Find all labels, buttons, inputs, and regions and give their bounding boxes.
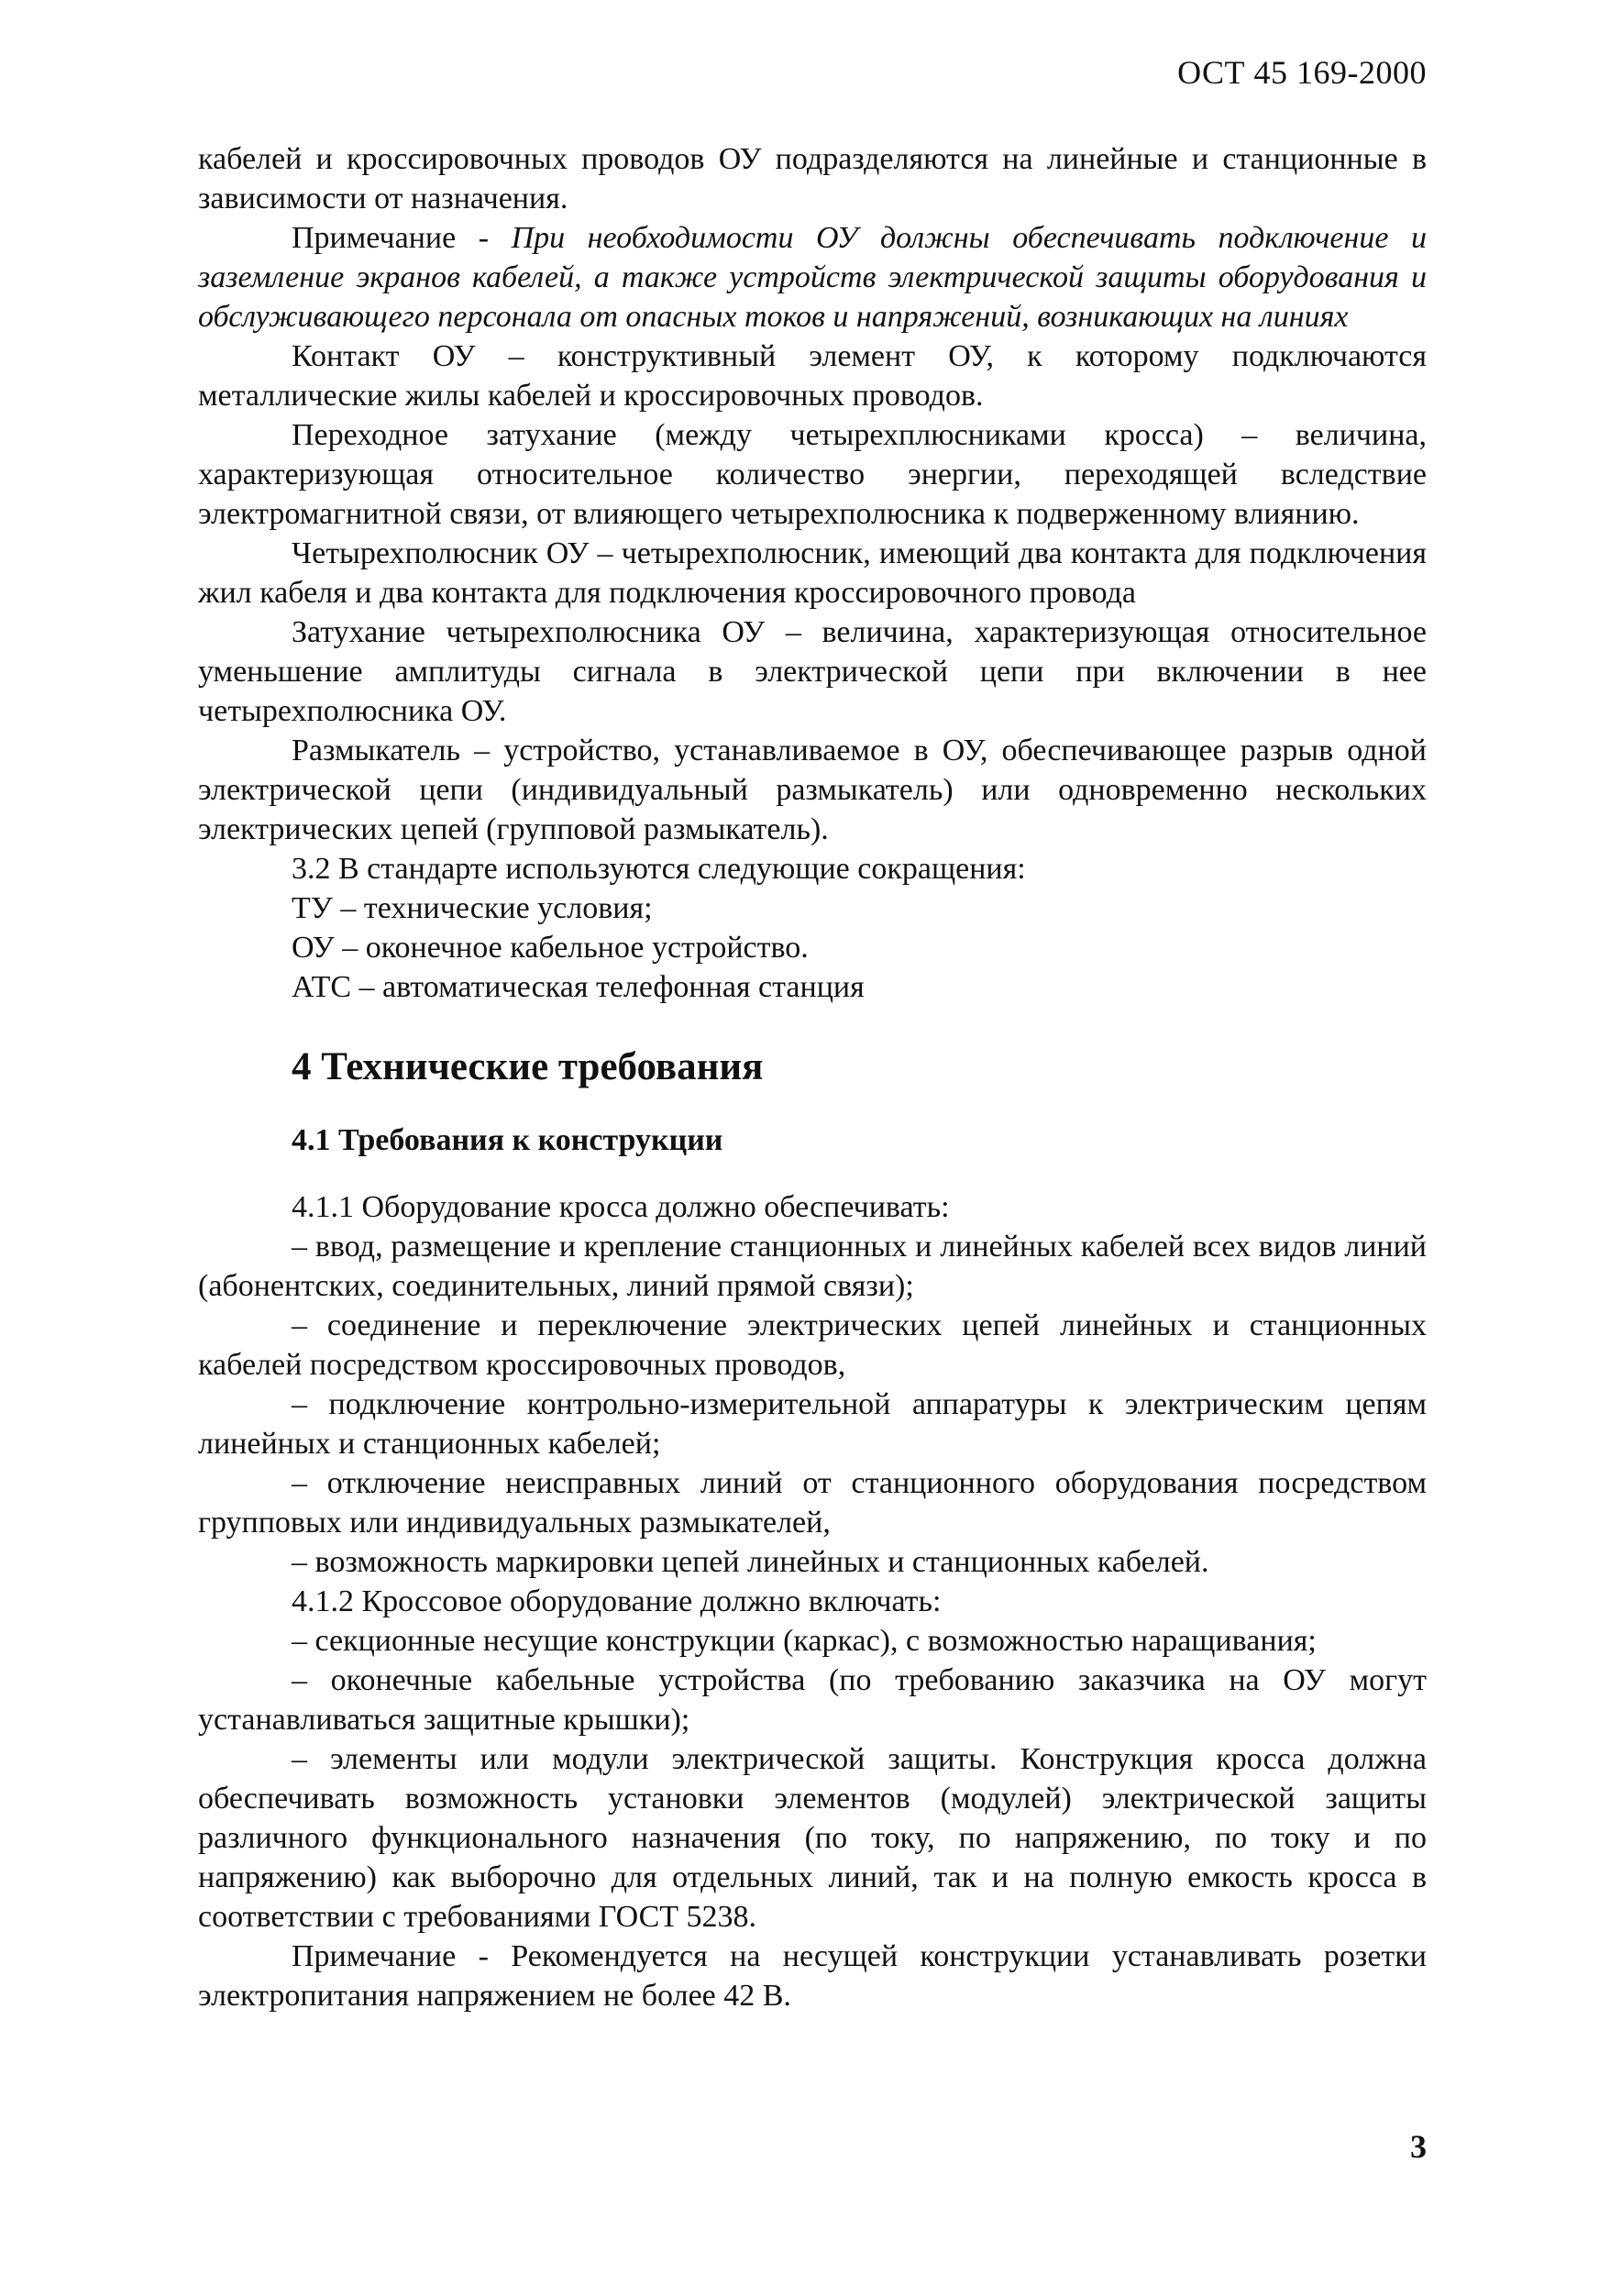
abbreviation-item: АТС – автоматическая телефонная станция (292, 970, 865, 1004)
list-item: – ввод, размещение и крепление станционных и линейных кабелей всех видов линий (абонентских, соединительных, линий прямой связи); (198, 1230, 1427, 1303)
note-paragraph (198, 218, 1427, 337)
definition-four-pole: Четырехполюсник ОУ – четырехполюсник, имеющий два контакта для подключения жил кабеля и два контакта для подключения кроссировочного провода (198, 536, 1427, 610)
note-paragraph-2: Примечание - Рекомендуется на несущей конструкции устанавливать розетки электропитания напряжением не более 42 В. (198, 1939, 1427, 2013)
abbreviation-item: ОУ – оконечное кабельное устройство. (292, 931, 809, 965)
page-body (198, 139, 1427, 2015)
definition-attenuation: Затухание четырехполюсника ОУ – величина, характеризующая относительное уменьшение амплитуды сигнала в электрической цепи при включении в нее четырехполюсника ОУ. (198, 615, 1427, 728)
definition-contact: Контакт ОУ – конструктивный элемент ОУ, к которому подключаются металлические жилы кабелей и кроссировочных проводов. (198, 339, 1427, 413)
list-item: – отключение неисправных линий от станционного оборудования посредством групповых или индивидуальных размыкателей, (198, 1466, 1427, 1540)
list-item: – подключение контрольно-измерительной аппаратуры к электрическим цепям линейных и станционных кабелей; (198, 1387, 1427, 1461)
abbreviations-intro: 3.2 В стандарте используются следующие сокращения: (292, 852, 1026, 886)
section-heading: 4 Технические требования (292, 1045, 764, 1088)
list-item: – соединение и переключение электрических цепей линейных и станционных кабелей посредством кроссировочных проводов, (198, 1308, 1427, 1382)
abbreviation-item: ТУ – технические условия; (292, 891, 653, 925)
list-item: – секционные несущие конструкции (каркас), с возможностью наращивания; (292, 1624, 1317, 1658)
document-code-header: ОСТ 45 169-2000 (1177, 54, 1427, 91)
list-item: – возможность маркировки цепей линейных и станционных кабелей. (292, 1545, 1209, 1579)
definition-disconnector: Размыкатель – устройство, устанавливаемое в ОУ, обеспечивающее разрыв одной электрической цепи (индивидуальный размыкатель) или одновременно нескольких электрических цепей (групповой размыкатель). (198, 734, 1427, 846)
clause-4-1-1: 4.1.1 Оборудование кросса должно обеспечивать: (292, 1190, 950, 1224)
note-prefix: Примечание - (292, 221, 512, 255)
list-item: – оконечные кабельные устройства (по требованию заказчика на ОУ могут устанавливаться защитные крышки); (198, 1663, 1427, 1737)
list-item: – элементы или модули электрической защиты. Конструкция кросса должна обеспечивать возможность установки элементов (модулей) электрической защиты различного функционального назначения (по току, по напряжению, по току и по напряжению) как выборочно для отдельных линий, так и на полную емкость кросса в соответствии с требованиями ГОСТ 5238. (198, 1742, 1427, 1934)
page-number: 3 (1410, 2128, 1427, 2165)
subsection-heading: 4.1 Требования к конструкции (292, 1123, 723, 1157)
definition-crosstalk: Переходное затухание (между четырехплюсниками кросса) – величина, характеризующая относительное количество энергии, переходящей вследствие электромагнитной связи, от влияющего четырехполюсника к подверженному влиянию. (198, 418, 1427, 531)
intro-paragraph: кабелей и кроссировочных проводов ОУ подразделяются на линейные и станционные в зависимости от назначения. (198, 142, 1427, 215)
note-text: При необходимости ОУ должны обеспечивать подключение и заземление экранов кабелей, а также устройств электрической защиты оборудования и обслуживающего персонала от опасных токов и напряжений, возникающих на линиях (198, 221, 1427, 334)
clause-4-1-2: 4.1.2 Кроссовое оборудование должно включать: (292, 1584, 942, 1618)
